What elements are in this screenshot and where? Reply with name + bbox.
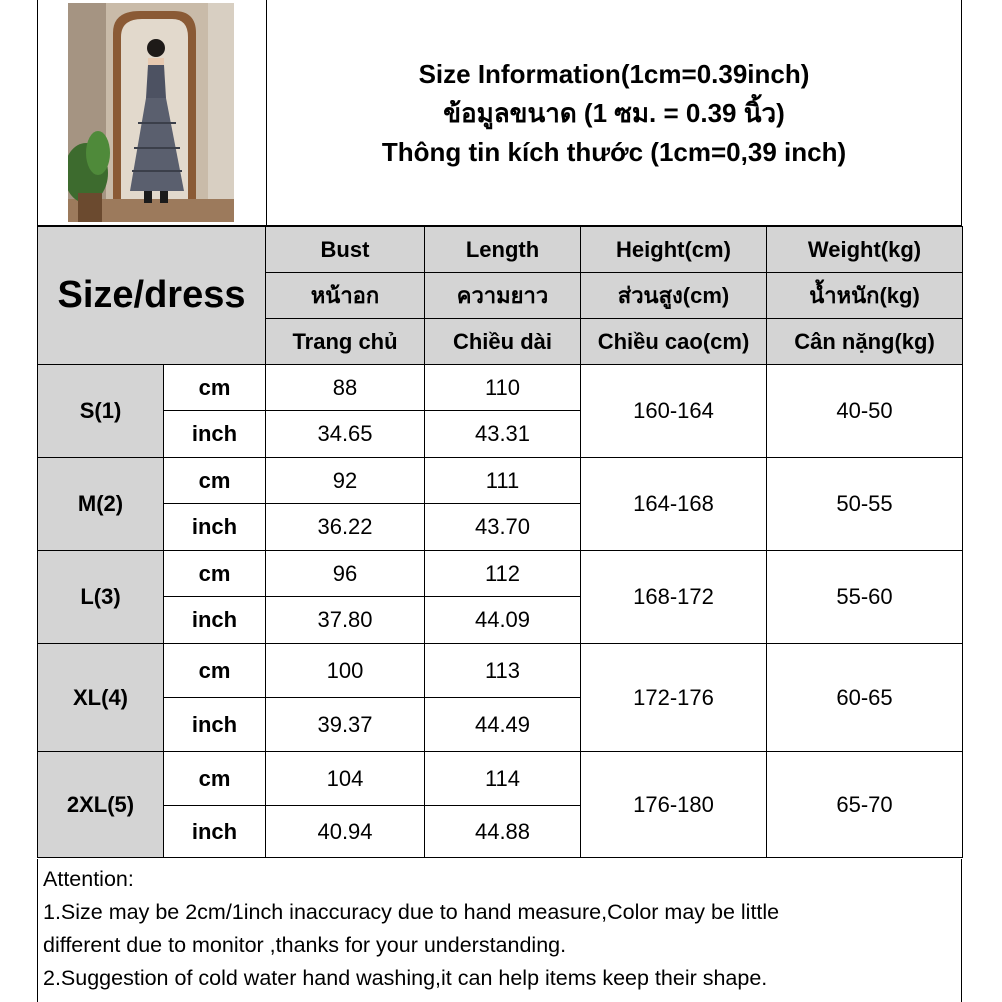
bust-inch: 36.22 xyxy=(266,504,425,551)
bust-inch: 40.94 xyxy=(266,806,425,858)
note-2: 2.Suggestion of cold water hand washing,it can help items keep their shape. xyxy=(43,966,768,990)
weight-range: 60-65 xyxy=(767,644,963,752)
header-bust-en: Bust xyxy=(266,227,425,273)
weight-range: 40-50 xyxy=(767,365,963,458)
unit-cm: cm xyxy=(164,458,266,504)
height-range: 172-176 xyxy=(581,644,767,752)
header-weight-th: น้ำหนัก(kg) xyxy=(767,273,963,319)
length-cm: 113 xyxy=(425,644,581,698)
header-bust-th: หน้าอก xyxy=(266,273,425,319)
title-vietnamese: Thông tin kích thước (1cm=0,39 inch) xyxy=(381,136,847,167)
height-range: 160-164 xyxy=(581,365,767,458)
length-cm: 110 xyxy=(425,365,581,411)
height-range: 168-172 xyxy=(581,551,767,644)
size-info-titles xyxy=(267,0,961,226)
bust-inch: 37.80 xyxy=(266,597,425,644)
header-height-en: Height(cm) xyxy=(581,227,767,273)
bust-inch: 34.65 xyxy=(266,411,425,458)
length-inch: 44.49 xyxy=(425,698,581,752)
unit-cm: cm xyxy=(164,551,266,597)
header-weight-vi: Cân nặng(kg) xyxy=(767,319,963,365)
header-length-en: Length xyxy=(425,227,581,273)
size-label: L(3) xyxy=(38,551,164,644)
weight-range: 65-70 xyxy=(767,752,963,858)
length-cm: 111 xyxy=(425,458,581,504)
bust-inch: 39.37 xyxy=(266,698,425,752)
header-weight-en: Weight(kg) xyxy=(767,227,963,273)
size-chart xyxy=(37,0,962,1002)
unit-inch: inch xyxy=(164,504,266,551)
attention-title: Attention: xyxy=(43,867,134,891)
unit-inch: inch xyxy=(164,597,266,644)
note-1-line-1: 1.Size may be 2cm/1inch inaccuracy due to hand measure,Color may be little xyxy=(43,900,780,924)
unit-cm: cm xyxy=(164,365,266,411)
note-1-line-2: different due to monitor ,thanks for your understanding. xyxy=(43,933,567,957)
length-cm: 114 xyxy=(425,752,581,806)
header-height-th: ส่วนสูง(cm) xyxy=(581,273,767,319)
attention-notes xyxy=(37,859,962,1002)
size-label: 2XL(5) xyxy=(38,752,164,858)
length-inch: 44.88 xyxy=(425,806,581,858)
size-label: M(2) xyxy=(38,458,164,551)
size-label: XL(4) xyxy=(38,644,164,752)
header-height-vi: Chiều cao(cm) xyxy=(581,319,767,365)
bust-cm: 88 xyxy=(266,365,425,411)
header-length-th: ความยาว xyxy=(425,273,581,319)
height-range: 164-168 xyxy=(581,458,767,551)
length-inch: 43.70 xyxy=(425,504,581,551)
header-bust-vi: Trang chủ xyxy=(266,319,425,365)
length-inch: 44.09 xyxy=(425,597,581,644)
unit-inch: inch xyxy=(164,411,266,458)
weight-range: 50-55 xyxy=(767,458,963,551)
model-photo-icon xyxy=(68,3,234,222)
size-label: S(1) xyxy=(38,365,164,458)
title-thai: ข้อมูลขนาด (1 ซม. = 0.39 นิ้ว) xyxy=(443,97,785,128)
unit-inch: inch xyxy=(164,806,266,858)
bust-cm: 100 xyxy=(266,644,425,698)
unit-inch: inch xyxy=(164,698,266,752)
header-section xyxy=(37,0,962,226)
bust-cm: 92 xyxy=(266,458,425,504)
header-length-vi: Chiều dài xyxy=(425,319,581,365)
weight-range: 55-60 xyxy=(767,551,963,644)
unit-cm: cm xyxy=(164,752,266,806)
size-dress-title: Size/dress xyxy=(38,227,266,365)
bust-cm: 96 xyxy=(266,551,425,597)
length-cm: 112 xyxy=(425,551,581,597)
unit-cm: cm xyxy=(164,644,266,698)
size-table xyxy=(37,226,963,858)
bust-cm: 104 xyxy=(266,752,425,806)
title-english: Size Information(1cm=0.39inch) xyxy=(418,58,810,89)
length-inch: 43.31 xyxy=(425,411,581,458)
height-range: 176-180 xyxy=(581,752,767,858)
